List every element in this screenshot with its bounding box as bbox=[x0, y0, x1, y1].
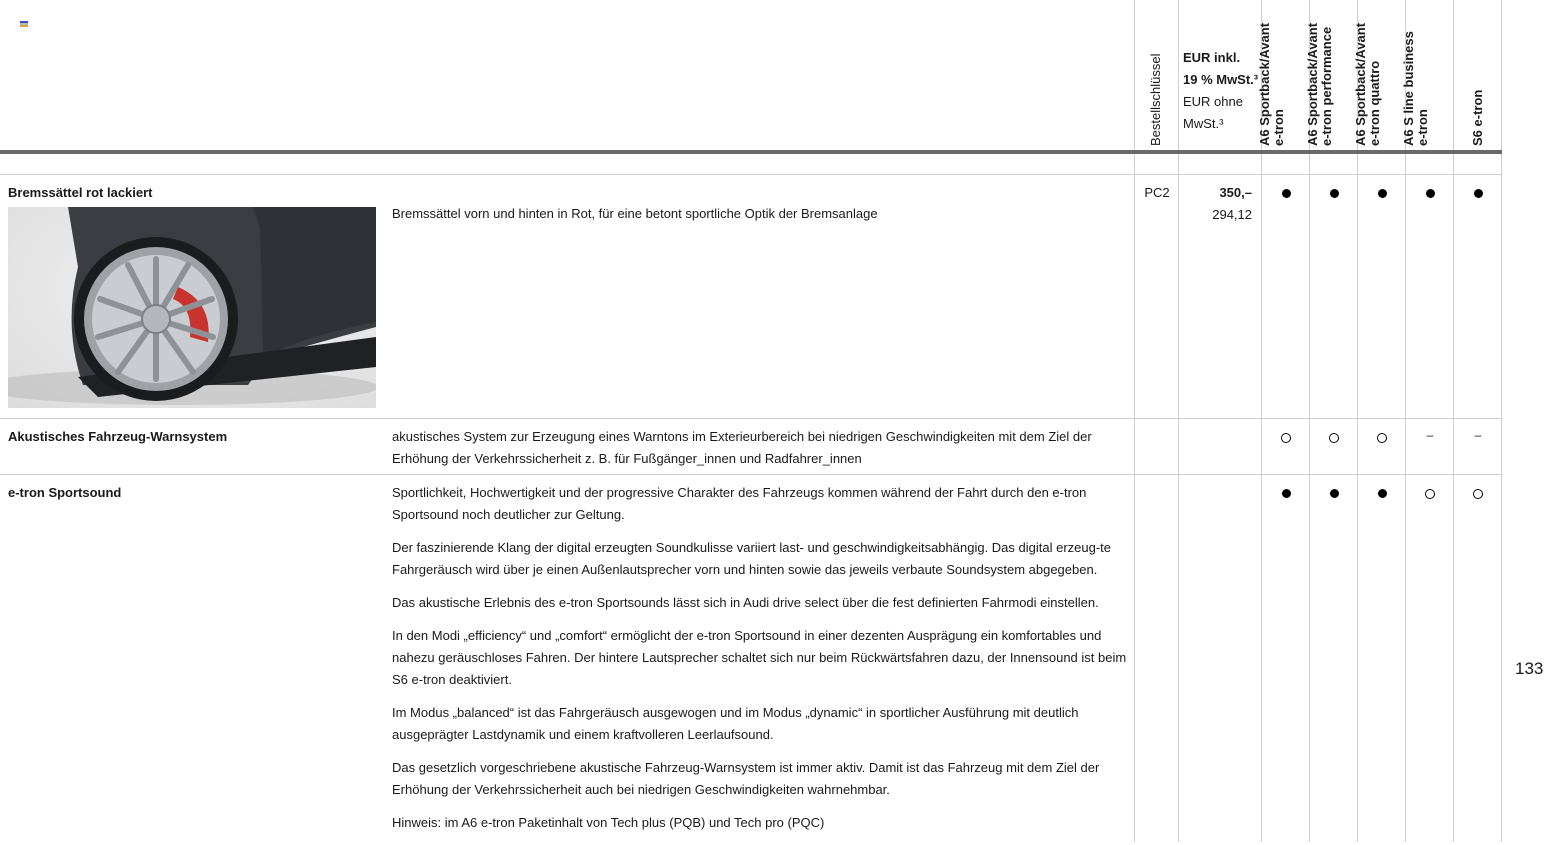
description-paragraph: Das akustische Erlebnis des e-tron Sportsounds lässt sich in Audi drive select über die fest definierten Fahrmodi einstellen. bbox=[392, 595, 1099, 610]
flag-icon bbox=[20, 21, 28, 27]
standard-dot-icon bbox=[1362, 486, 1402, 501]
standard-dot-icon bbox=[1458, 186, 1498, 201]
divider bbox=[1178, 0, 1179, 842]
header-model-5 bbox=[1454, 0, 1501, 146]
optional-circle-icon bbox=[1266, 431, 1306, 446]
price-excl-line1: EUR ohne bbox=[1183, 94, 1243, 109]
page-number: 133 bbox=[1515, 659, 1544, 678]
standard-dot-icon bbox=[1314, 486, 1354, 501]
standard-dot-icon bbox=[1266, 486, 1306, 501]
price-incl-line1: EUR inkl. bbox=[1183, 50, 1241, 65]
model-name: A6 Sportback/Avant bbox=[1353, 22, 1368, 146]
description-paragraph: Bremssättel vorn und hinten in Rot, für eine betont sportliche Optik der Bremsanlage bbox=[392, 206, 878, 221]
model-name: e-tron bbox=[1415, 109, 1430, 146]
row-description bbox=[392, 203, 1132, 236]
standard-dot-icon bbox=[1362, 186, 1402, 201]
header-price bbox=[1183, 47, 1263, 135]
header-rule bbox=[0, 150, 1502, 154]
standard-dot-icon bbox=[1266, 186, 1306, 201]
optional-circle-icon bbox=[1362, 431, 1402, 446]
divider bbox=[1134, 0, 1135, 842]
description-paragraph: Das gesetzlich vorgeschriebene akustische Fahrzeug-Warnsystem ist immer aktiv. Damit ist das Fahrzeug mit dem Ziel der Erhöhung der Verkehrssicherheit auch bei niedrigen Geschwindigkeiten wahrnehmbar. bbox=[392, 760, 1100, 797]
optional-circle-icon bbox=[1314, 431, 1354, 446]
model-name: A6 S line business bbox=[1401, 31, 1416, 146]
order-code: PC2 bbox=[1144, 185, 1170, 200]
description-paragraph: Sportlichkeit, Hochwertigkeit und der progressive Charakter des Fahrzeugs kommen während der Fahrt durch den e-tron Sportsound noch deutlicher zur Geltung. bbox=[392, 485, 1087, 522]
not-available-dash-icon: – bbox=[1426, 428, 1434, 442]
header-model-1 bbox=[1257, 0, 1309, 146]
row-title: e-tron Sportsound bbox=[8, 485, 122, 500]
standard-dot-icon bbox=[1314, 186, 1354, 201]
model-name: S6 e-tron bbox=[1470, 89, 1485, 146]
order-key-label: Bestellschlüssel bbox=[1148, 53, 1163, 146]
header-order-key bbox=[1136, 0, 1178, 146]
description-paragraph: In den Modi „efficiency“ und „comfort“ ermöglicht der e-tron Sportsound in einer dezenten Ausprägung ein komfortables und nahezu geräuschloses Fahren. Der hintere Lautsprecher schaltet sich nur beim Rückwärtsfahren dazu, der Innensound ist beim S6 e-tron deaktiviert. bbox=[392, 628, 1127, 687]
model-name: e-tron quattro bbox=[1367, 60, 1382, 146]
row-description bbox=[392, 482, 1132, 845]
model-name: e-tron bbox=[1271, 109, 1286, 146]
description-paragraph: Im Modus „balanced“ ist das Fahrgeräusch ausgewogen und im Modus „dynamic“ in sportlicher Ausführung mit deutlich ausgeprägter Lastdynamik und einem kraftvolleren Leerlaufsound. bbox=[392, 705, 1079, 742]
product-image bbox=[8, 207, 376, 408]
model-name: A6 Sportback/Avant bbox=[1305, 22, 1320, 146]
optional-circle-icon bbox=[1458, 487, 1498, 502]
row-description bbox=[392, 426, 1132, 481]
model-name: e-tron performance bbox=[1319, 26, 1334, 146]
header-model-3 bbox=[1353, 0, 1405, 146]
price-excl: 294,12 bbox=[1212, 207, 1252, 222]
header-model-2 bbox=[1305, 0, 1357, 146]
price-incl: 350,– bbox=[1219, 185, 1252, 200]
description-paragraph: akustisches System zur Erzeugung eines Warntons im Exterieurbereich bei niedrigen Geschwindigkeiten mit dem Ziel der Erhöhung der Verkehrssicherheit z. B. für Fußgänger_innen und Radfahrer_innen bbox=[392, 429, 1092, 466]
divider bbox=[0, 418, 1502, 419]
price-excl-line2: MwSt.³ bbox=[1183, 116, 1224, 131]
row-title: Akustisches Fahrzeug-Warnsystem bbox=[8, 429, 228, 444]
description-paragraph: Der faszinierende Klang der digital erzeugten Soundkulisse variiert last- und geschwindigkeitsabhängig. Das digital erzeug-te Fahrgeräusch wird über je einen Außenlautsprecher vorn und hinten sowie das jeweils verbaute Soundsystem abgegeben. bbox=[392, 540, 1112, 577]
model-name: A6 Sportback/Avant bbox=[1257, 22, 1272, 146]
price-incl-line2: 19 % MwSt.³ bbox=[1183, 72, 1259, 87]
not-available-dash-icon: – bbox=[1474, 428, 1482, 442]
optional-circle-icon bbox=[1410, 487, 1450, 502]
divider bbox=[0, 174, 1502, 175]
divider bbox=[1501, 0, 1502, 842]
header-model-4 bbox=[1401, 0, 1453, 146]
row-title: Bremssättel rot lackiert bbox=[8, 185, 153, 200]
car-wheel-illustration bbox=[8, 207, 376, 408]
description-paragraph: Hinweis: im A6 e-tron Paketinhalt von Tech plus (PQB) und Tech pro (PQC) bbox=[392, 815, 825, 830]
standard-dot-icon bbox=[1410, 186, 1450, 201]
